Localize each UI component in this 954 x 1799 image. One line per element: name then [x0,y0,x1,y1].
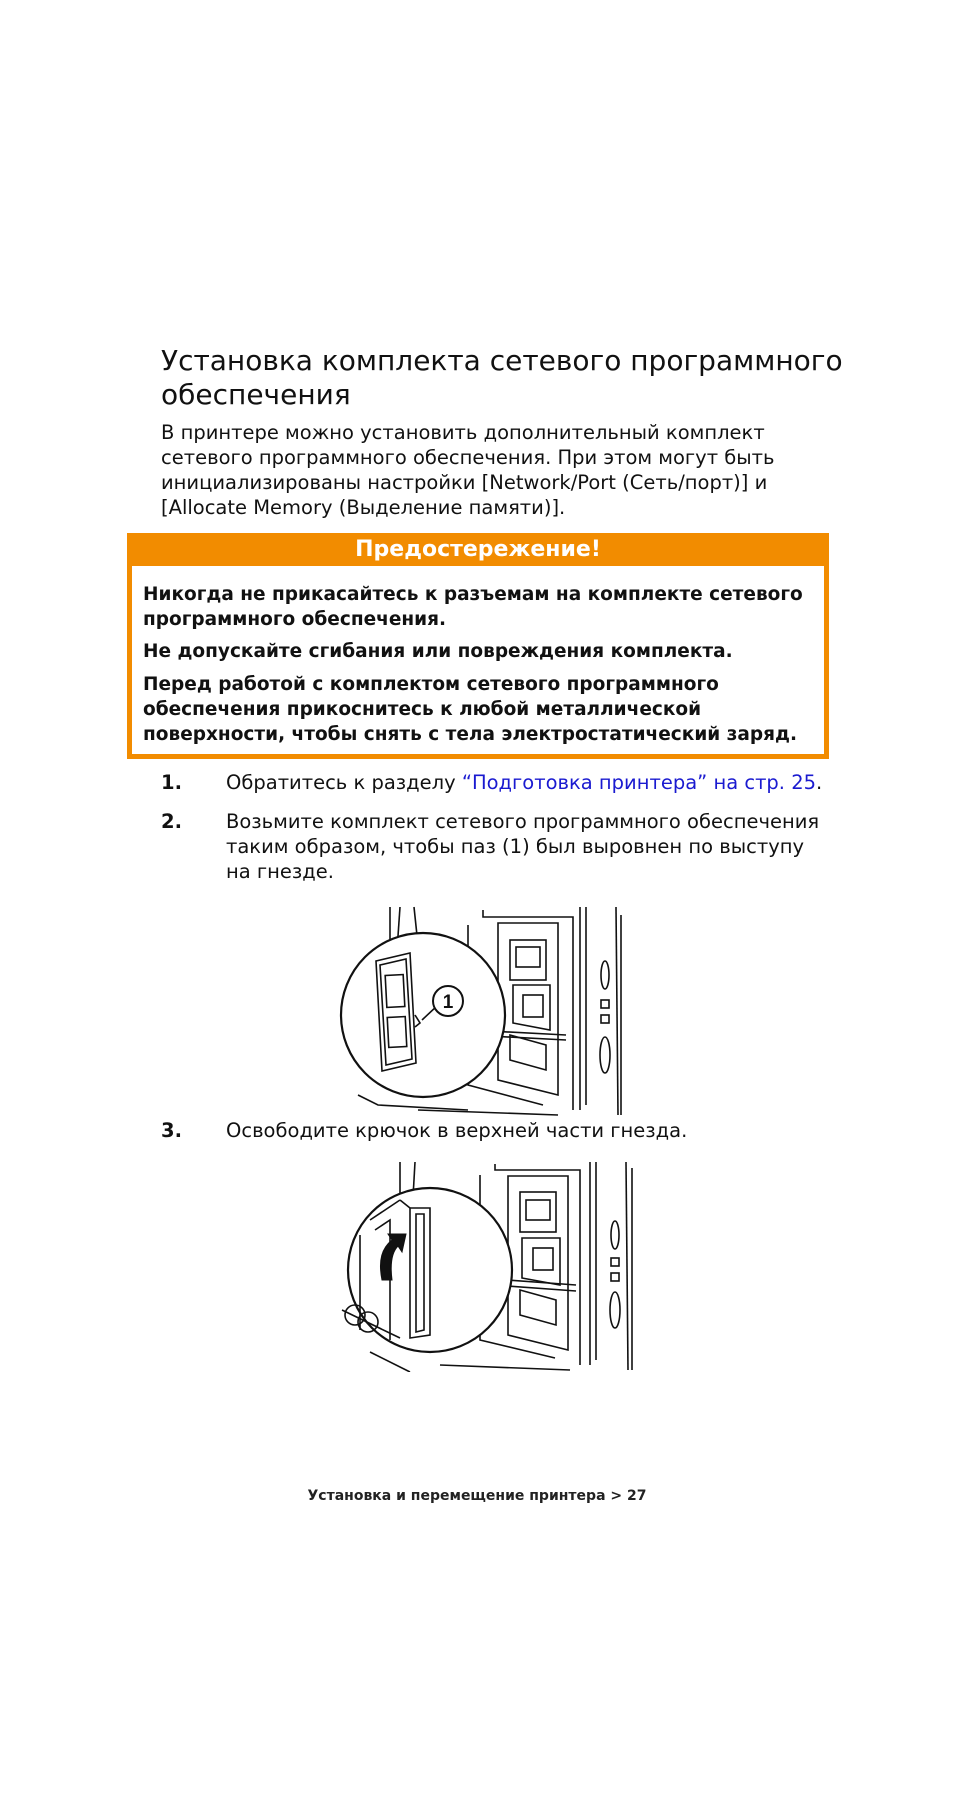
caution-paragraph: Никогда не прикасайтесь к разъемам на комплекте сетевого программного обеспечения. [143,584,803,630]
release-hook-illustration [330,1160,640,1372]
step-number: 3. [161,1119,182,1142]
step-text: Освободите крючок в верхней части гнезда. [226,1119,688,1142]
intro-paragraph: В принтере можно установить дополнительный комплект сетевого программного обеспечения. При этом могут быть инициализированы настройки [Network/Port (Сеть/порт)] и [Allocate Memory (Выделение памяти)]. [161,421,775,519]
step-number: 1. [161,771,182,794]
caution-heading: Предостережение! [127,533,829,566]
caution-paragraph: Не допускайте сгибания или повреждения комплекта. [143,641,733,662]
caution-box [127,533,829,759]
step-text: Возьмите комплект сетевого программного обеспечения таким образом, чтобы паз (1) был выровнен по выступу на гнезде. [226,810,820,883]
step-number: 2. [161,810,182,833]
page-title: Установка комплекта сетевого программного обеспечения [161,344,843,411]
step-text-after: . [816,771,823,794]
callout-number: 1 [442,992,454,1013]
step-text-before: Обратитесь к разделу [226,771,462,794]
cross-reference-link[interactable]: “Подготовка принтера” на стр. 25 [461,771,817,794]
step-text [226,770,831,795]
caution-paragraph: Перед работой с комплектом сетевого программного обеспечения прикоснитесь к любой металлической поверхности, чтобы снять с тела электростатический заряд. [143,674,798,745]
page-footer: Установка и перемещение принтера > 27 [307,1488,647,1504]
network-kit-alignment-illustration [318,905,628,1117]
